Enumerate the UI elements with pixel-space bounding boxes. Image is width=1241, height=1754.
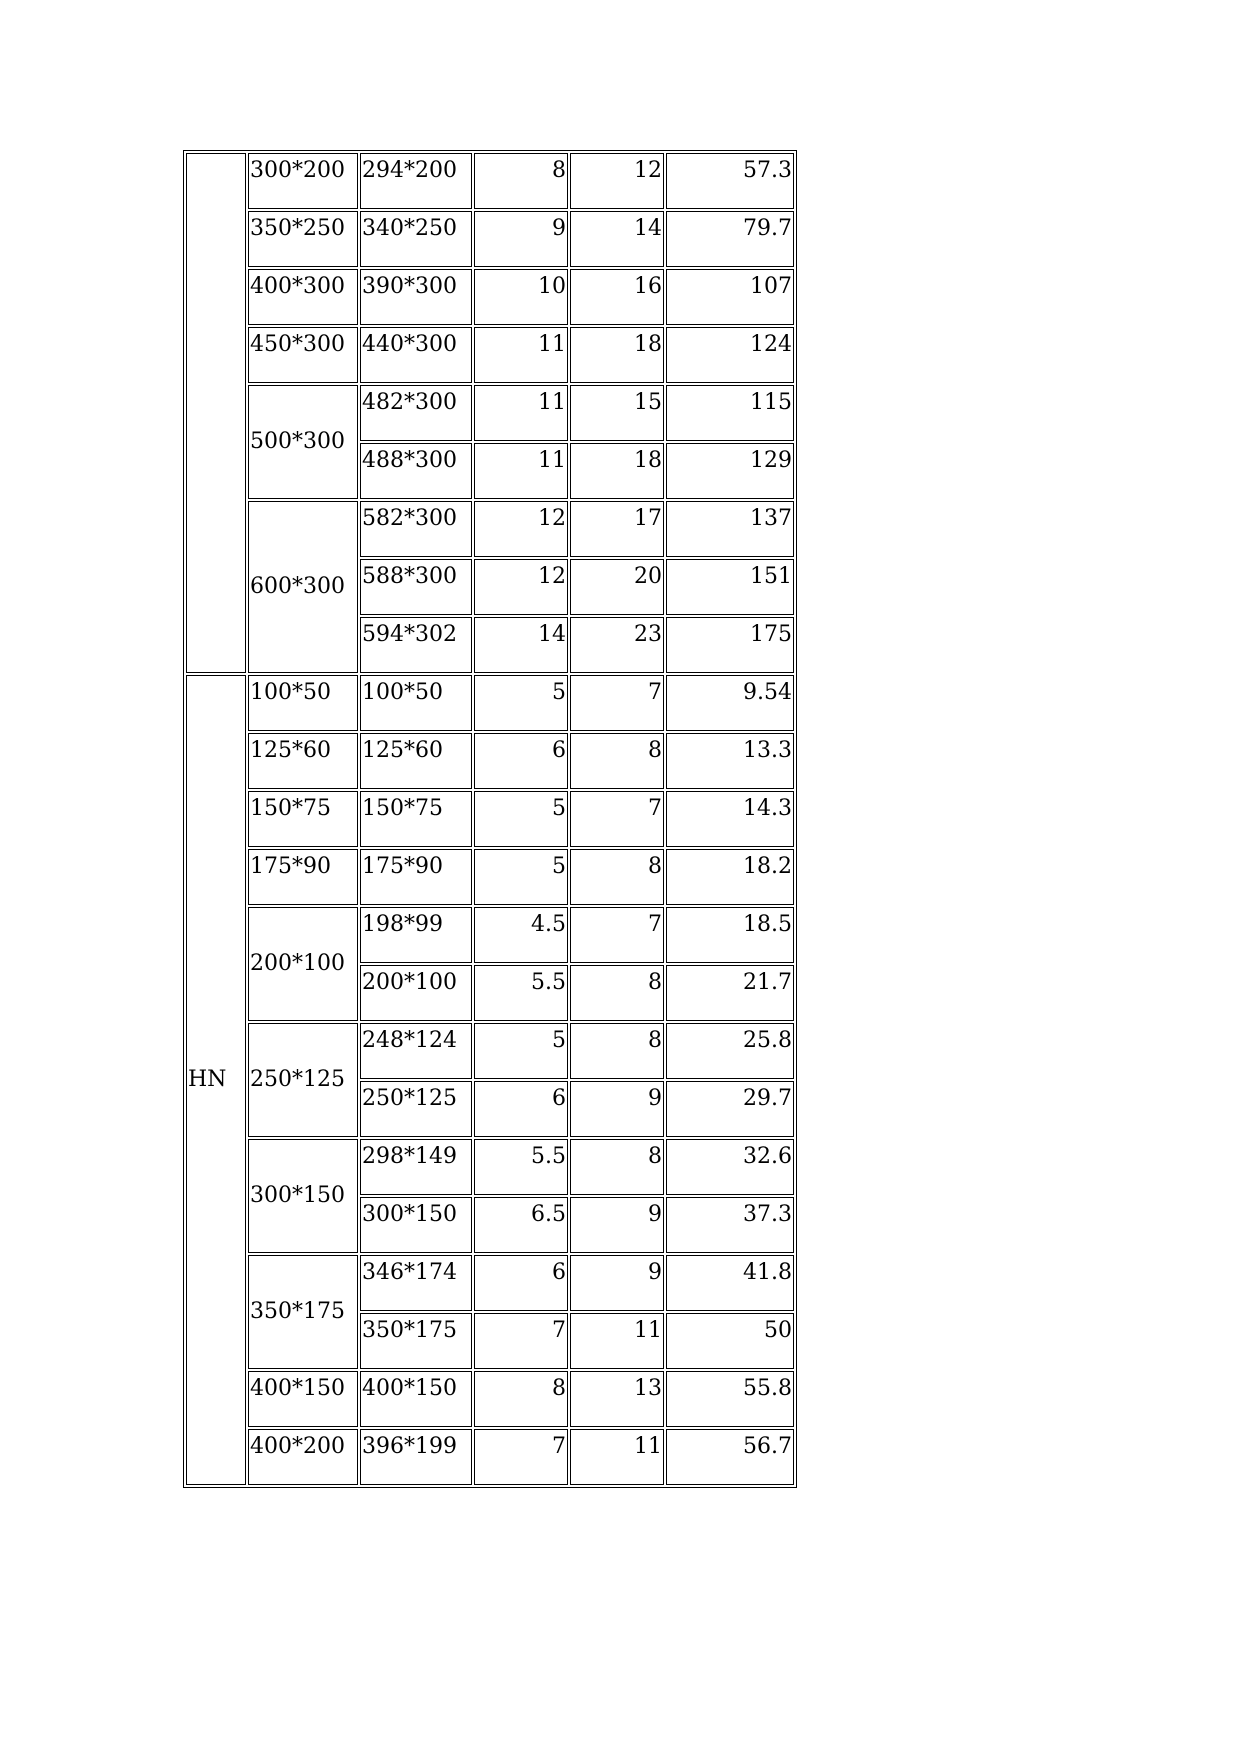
table-row xyxy=(186,675,794,731)
section-size-cell: 582*300 xyxy=(360,501,472,557)
table-row xyxy=(186,1023,794,1079)
nominal-size-cell: 250*125 xyxy=(248,1023,358,1137)
flange-thickness-cell: 9 xyxy=(570,1255,664,1311)
flange-thickness-cell: 18 xyxy=(570,443,664,499)
flange-thickness-cell: 8 xyxy=(570,1023,664,1079)
nominal-size-cell: 100*50 xyxy=(248,675,358,731)
section-size-cell: 346*174 xyxy=(360,1255,472,1311)
web-thickness-cell: 12 xyxy=(474,501,568,557)
web-thickness-cell: 5.5 xyxy=(474,965,568,1021)
web-thickness-cell: 6 xyxy=(474,1081,568,1137)
table-row xyxy=(186,269,794,325)
table-row xyxy=(186,1139,794,1195)
nominal-size-cell: 400*150 xyxy=(248,1371,358,1427)
flange-thickness-cell: 13 xyxy=(570,1371,664,1427)
flange-thickness-cell: 14 xyxy=(570,211,664,267)
mass-cell: 14.3 xyxy=(666,791,794,847)
mass-cell: 137 xyxy=(666,501,794,557)
mass-cell: 115 xyxy=(666,385,794,441)
section-size-cell: 594*302 xyxy=(360,617,472,673)
section-size-cell: 482*300 xyxy=(360,385,472,441)
flange-thickness-cell: 8 xyxy=(570,733,664,789)
web-thickness-cell: 11 xyxy=(474,443,568,499)
nominal-size-cell: 300*200 xyxy=(248,153,358,209)
web-thickness-cell: 6.5 xyxy=(474,1197,568,1253)
mass-cell: 129 xyxy=(666,443,794,499)
table-row xyxy=(186,211,794,267)
series-cell xyxy=(186,153,246,673)
mass-cell: 124 xyxy=(666,327,794,383)
mass-cell: 107 xyxy=(666,269,794,325)
section-size-cell: 350*175 xyxy=(360,1313,472,1369)
flange-thickness-cell: 8 xyxy=(570,1139,664,1195)
section-size-cell: 340*250 xyxy=(360,211,472,267)
nominal-size-cell: 400*200 xyxy=(248,1429,358,1485)
section-size-cell: 198*99 xyxy=(360,907,472,963)
mass-cell: 29.7 xyxy=(666,1081,794,1137)
nominal-size-cell: 600*300 xyxy=(248,501,358,673)
table-row xyxy=(186,1371,794,1427)
nominal-size-cell: 300*150 xyxy=(248,1139,358,1253)
web-thickness-cell: 6 xyxy=(474,733,568,789)
section-size-cell: 588*300 xyxy=(360,559,472,615)
mass-cell: 50 xyxy=(666,1313,794,1369)
web-thickness-cell: 5 xyxy=(474,849,568,905)
section-size-cell: 298*149 xyxy=(360,1139,472,1195)
flange-thickness-cell: 11 xyxy=(570,1313,664,1369)
section-size-cell: 400*150 xyxy=(360,1371,472,1427)
section-size-cell: 175*90 xyxy=(360,849,472,905)
mass-cell: 13.3 xyxy=(666,733,794,789)
web-thickness-cell: 10 xyxy=(474,269,568,325)
flange-thickness-cell: 7 xyxy=(570,907,664,963)
nominal-size-cell: 500*300 xyxy=(248,385,358,499)
series-cell: HN xyxy=(186,675,246,1485)
mass-cell: 21.7 xyxy=(666,965,794,1021)
section-size-cell: 300*150 xyxy=(360,1197,472,1253)
mass-cell: 37.3 xyxy=(666,1197,794,1253)
table-row xyxy=(186,501,794,557)
mass-cell: 151 xyxy=(666,559,794,615)
nominal-size-cell: 350*175 xyxy=(248,1255,358,1369)
section-size-cell: 250*125 xyxy=(360,1081,472,1137)
mass-cell: 32.6 xyxy=(666,1139,794,1195)
table-row xyxy=(186,153,794,209)
flange-thickness-cell: 7 xyxy=(570,791,664,847)
web-thickness-cell: 8 xyxy=(474,1371,568,1427)
flange-thickness-cell: 9 xyxy=(570,1081,664,1137)
section-size-cell: 125*60 xyxy=(360,733,472,789)
nominal-size-cell: 175*90 xyxy=(248,849,358,905)
web-thickness-cell: 7 xyxy=(474,1429,568,1485)
flange-thickness-cell: 20 xyxy=(570,559,664,615)
web-thickness-cell: 5 xyxy=(474,1023,568,1079)
flange-thickness-cell: 8 xyxy=(570,965,664,1021)
web-thickness-cell: 14 xyxy=(474,617,568,673)
section-size-cell: 390*300 xyxy=(360,269,472,325)
flange-thickness-cell: 18 xyxy=(570,327,664,383)
table-row xyxy=(186,1429,794,1485)
table-row xyxy=(186,849,794,905)
nominal-size-cell: 150*75 xyxy=(248,791,358,847)
mass-cell: 25.8 xyxy=(666,1023,794,1079)
web-thickness-cell: 12 xyxy=(474,559,568,615)
web-thickness-cell: 5 xyxy=(474,791,568,847)
section-size-cell: 200*100 xyxy=(360,965,472,1021)
mass-cell: 18.5 xyxy=(666,907,794,963)
nominal-size-cell: 350*250 xyxy=(248,211,358,267)
section-size-cell: 100*50 xyxy=(360,675,472,731)
nominal-size-cell: 200*100 xyxy=(248,907,358,1021)
flange-thickness-cell: 9 xyxy=(570,1197,664,1253)
table-row xyxy=(186,907,794,963)
section-size-cell: 248*124 xyxy=(360,1023,472,1079)
flange-thickness-cell: 17 xyxy=(570,501,664,557)
web-thickness-cell: 5.5 xyxy=(474,1139,568,1195)
table-row xyxy=(186,791,794,847)
section-size-cell: 440*300 xyxy=(360,327,472,383)
web-thickness-cell: 11 xyxy=(474,327,568,383)
flange-thickness-cell: 15 xyxy=(570,385,664,441)
mass-cell: 56.7 xyxy=(666,1429,794,1485)
section-size-cell: 396*199 xyxy=(360,1429,472,1485)
web-thickness-cell: 11 xyxy=(474,385,568,441)
mass-cell: 79.7 xyxy=(666,211,794,267)
nominal-size-cell: 125*60 xyxy=(248,733,358,789)
table-row xyxy=(186,385,794,441)
flange-thickness-cell: 16 xyxy=(570,269,664,325)
h-beam-spec-table xyxy=(183,150,797,1488)
flange-thickness-cell: 23 xyxy=(570,617,664,673)
web-thickness-cell: 7 xyxy=(474,1313,568,1369)
flange-thickness-cell: 8 xyxy=(570,849,664,905)
web-thickness-cell: 9 xyxy=(474,211,568,267)
mass-cell: 18.2 xyxy=(666,849,794,905)
flange-thickness-cell: 11 xyxy=(570,1429,664,1485)
web-thickness-cell: 8 xyxy=(474,153,568,209)
nominal-size-cell: 450*300 xyxy=(248,327,358,383)
web-thickness-cell: 4.5 xyxy=(474,907,568,963)
mass-cell: 55.8 xyxy=(666,1371,794,1427)
nominal-size-cell: 400*300 xyxy=(248,269,358,325)
section-size-cell: 294*200 xyxy=(360,153,472,209)
section-size-cell: 488*300 xyxy=(360,443,472,499)
mass-cell: 175 xyxy=(666,617,794,673)
flange-thickness-cell: 7 xyxy=(570,675,664,731)
mass-cell: 9.54 xyxy=(666,675,794,731)
mass-cell: 41.8 xyxy=(666,1255,794,1311)
table-row xyxy=(186,1255,794,1311)
web-thickness-cell: 6 xyxy=(474,1255,568,1311)
web-thickness-cell: 5 xyxy=(474,675,568,731)
table-row xyxy=(186,327,794,383)
section-size-cell: 150*75 xyxy=(360,791,472,847)
table-row xyxy=(186,733,794,789)
mass-cell: 57.3 xyxy=(666,153,794,209)
flange-thickness-cell: 12 xyxy=(570,153,664,209)
